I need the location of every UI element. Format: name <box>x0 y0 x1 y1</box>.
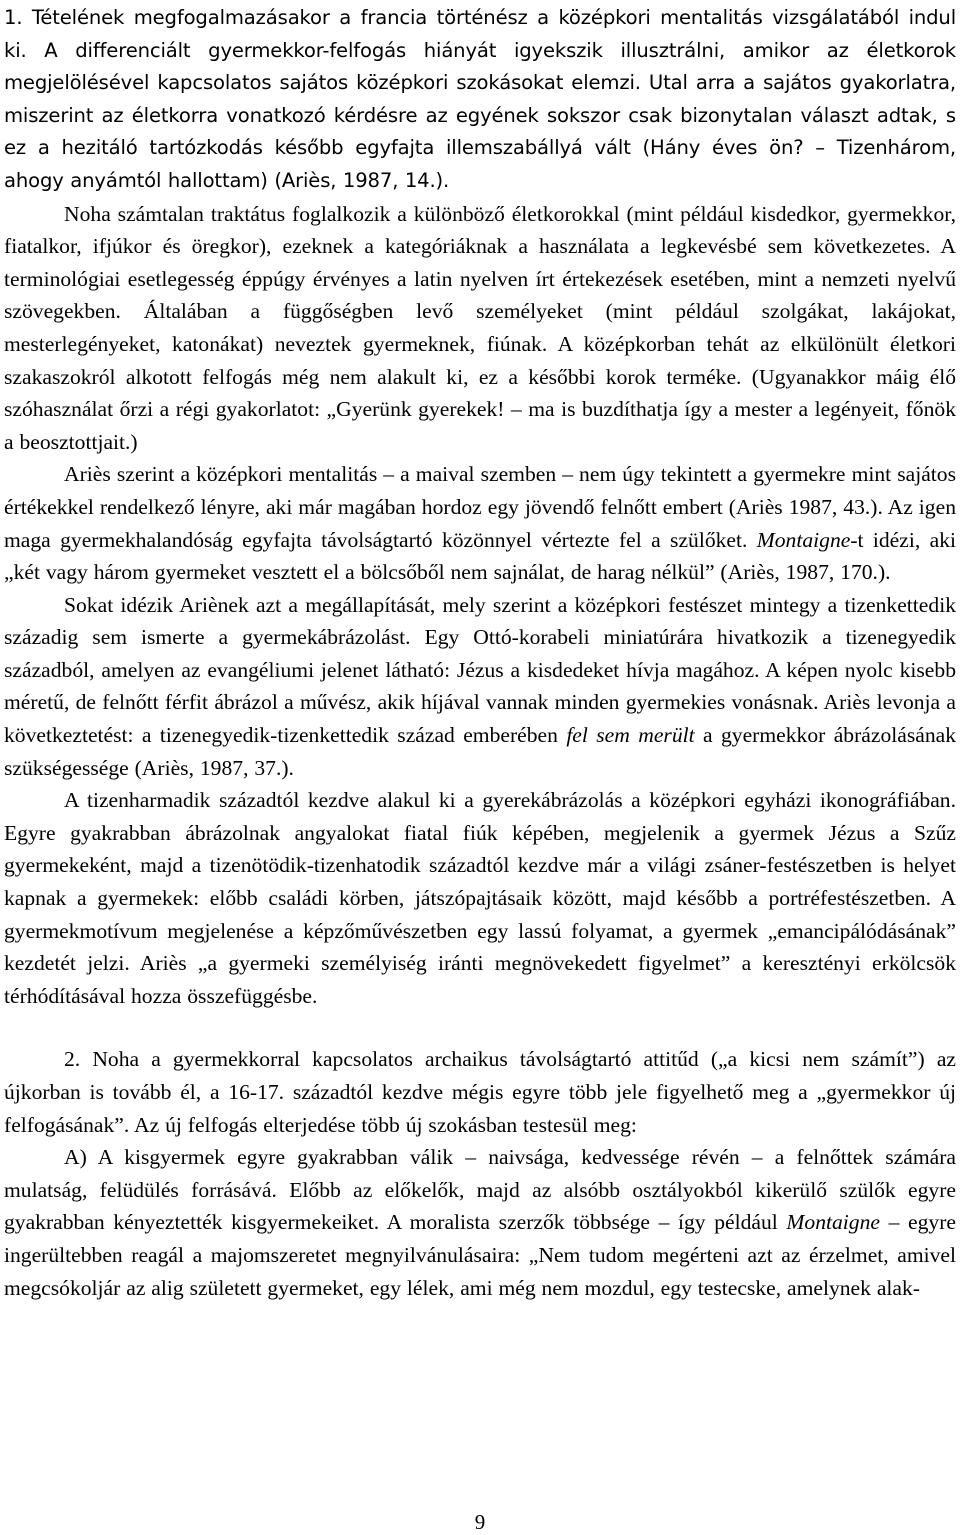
document-page <box>4 2 956 1304</box>
paragraph-text: Noha számtalan traktátus foglalkozik a különböző életkorokkal (mint például kisdedkor, gyermekkor, fiatalkor, ifjúkor és öregkor), ezeknek a kategóriáknak a használata a legkevésbé sem következetes. A terminológiai esetlegesség éppúgy érvényes a latin nyelven írt értekezések esetében, mint a nemzeti nyelvű szövegekben. Általában a függőségben levő személyeket (mint például szolgákat, lakájokat, mesterlegényeket, katonákat) neveztek gyermeknek, fiúnak. A középkorban tehát az elkülönült életkori szakaszokról alkotott felfogás még nem alakult ki, ez a későbbi korok terméke. (Ugyanakkor máig élő szóhasználat őrzi a régi gyakorlatot: „Gyerünk gyerekek! – ma is buzdíthatja így a mester a legényeit, főnök a beosztottjait.) <box>4 201 956 454</box>
paragraph-text: Ariès szerint a középkori mentalitás – a maival szemben – nem úgy tekintett a gyermekre mint sajátos értékekkel rendelkező lényre, aki már magában hordoz egy jövendő felnőtt embert (Ariès 1987, 43.). Az igen maga gyermekhalandóság egyfajta távolságtartó közönnyel vértezte fel a szülőket. <box>4 462 956 552</box>
paragraph-1 <box>4 2 956 198</box>
emphasized-text: fel sem merült <box>566 723 695 748</box>
emphasized-text: Montaigne <box>756 527 851 552</box>
emphasized-text: Montaigne <box>786 1210 880 1235</box>
paragraph-7 <box>4 1141 956 1304</box>
paragraph-text: Sokat idézik Ariènek azt a megállapítását, mely szerint a középkori festészet mintegy a tizenkettedik századig sem ismerte a gyermekábrázolást. Egy Ottó-korabeli miniatúrára hivatkozik a tizenegyedik századból, amelyen az evangéliumi jelenet látható: Jézus a kisdedeket hívja magához. A képen nyolc kisebb méretű, de felnőtt férfit ábrázol a művész, akik híjával vannak minden gyermekies vonásnak. Ariès levonja a következtetést: a tizenegyedik-tizenkettedik század emberében <box>4 592 956 748</box>
paragraph-4 <box>4 589 956 785</box>
paragraph-6 <box>4 1043 956 1141</box>
paragraph-text: a gyermekkor ábrázolásának szükségessége (Ariès, 1987, 37.). <box>4 723 957 780</box>
paragraph-text: A) A kisgyermek egyre gyakrabban válik – naivsága, kedvessége révén – a felnőttek számára mulatság, felüdülés forrásává. Előbb az előkelők, majd az alsóbb osztályokból kikerülő szülők egyre gyakrabban kényeztették kisgyermekeiket. A moralista szerzők többsége – így például <box>4 1145 956 1235</box>
paragraph-text: A tizenharmadik századtól kezdve alakul ki a gyerekábrázolás a középkori egyházi ikonográfiában. Egyre gyakrabban ábrázolnak angyalokat fiatal fiúk képében, megjelenik a gyermek Jézus a Szűz gyermekeként, majd a tizenötödik-tizenhatodik századtól kezdve már a világi zsáner-festészetben is helyet kapnak a gyermekek: előbb családi körben, játszópajtásaik között, majd később a portréfestészetben. A gyermekmotívum megjelenése a képzőművészetben egy lassú folyamat, a gyermek „emancipálódásának” kezdetét jelzi. Ariès „a gyermeki személyiség iránti megnövekedett figyelmet” a keresztényi erkölcsök térhódításával hozza összefüggésbe. <box>4 788 956 1008</box>
page-number: 9 <box>474 1510 486 1534</box>
paragraph-5 <box>4 784 956 1012</box>
paragraph-3 <box>4 458 956 588</box>
paragraph-text: -t idézi, aki „két vagy három gyermeket vesztett el a bölcsőből nem sajnálat, de harag nélkül” (Ariès, 1987, 170.). <box>4 527 956 585</box>
paragraph-text: 1. Tételének megfogalmazásakor a francia történész a középkori mentalitás vizsgálatából indul ki. A differenciált gyermekkor-felfogás hiányát igyekszik illusztrálni, amikor az életkorok megjelölésével kapcsolatos sajátos középkori szokásokat elemzi. Utal arra a sajátos gyakorlatra, miszerint az életkorra vonatkozó kérdésre az egyének sokszor csak bizonytalan választ adtak, s ez a hezitáló tartózkodás később egyfajta illemszabállyá vált (Hány éves ön? – Tizenhárom, ahogy anyámtól hallottam) (Ariès, 1987, 14.). <box>4 6 956 192</box>
paragraph-text: 2. Noha a gyermekkorral kapcsolatos archaikus távolságtartó attitűd („a kicsi nem számít”) az újkorban is tovább él, a 16-17. századtól kezdve mégis egyre több jele figyelhető meg a „gyermekkor új felfogásának”. Az új felfogás elterjedése több új szokásban testesül meg: <box>4 1047 956 1137</box>
paragraph-2 <box>4 198 956 459</box>
paragraph-text: – egyre ingerültebben reagál a majomszeretet megnyilvánulásaira: „Nem tudom megérteni azt az érzelmet, amivel megcsókoljár az alig született gyermeket, egy lélek, ami még nem mozdul, egy testecske, amelynek alak- <box>4 1210 956 1300</box>
